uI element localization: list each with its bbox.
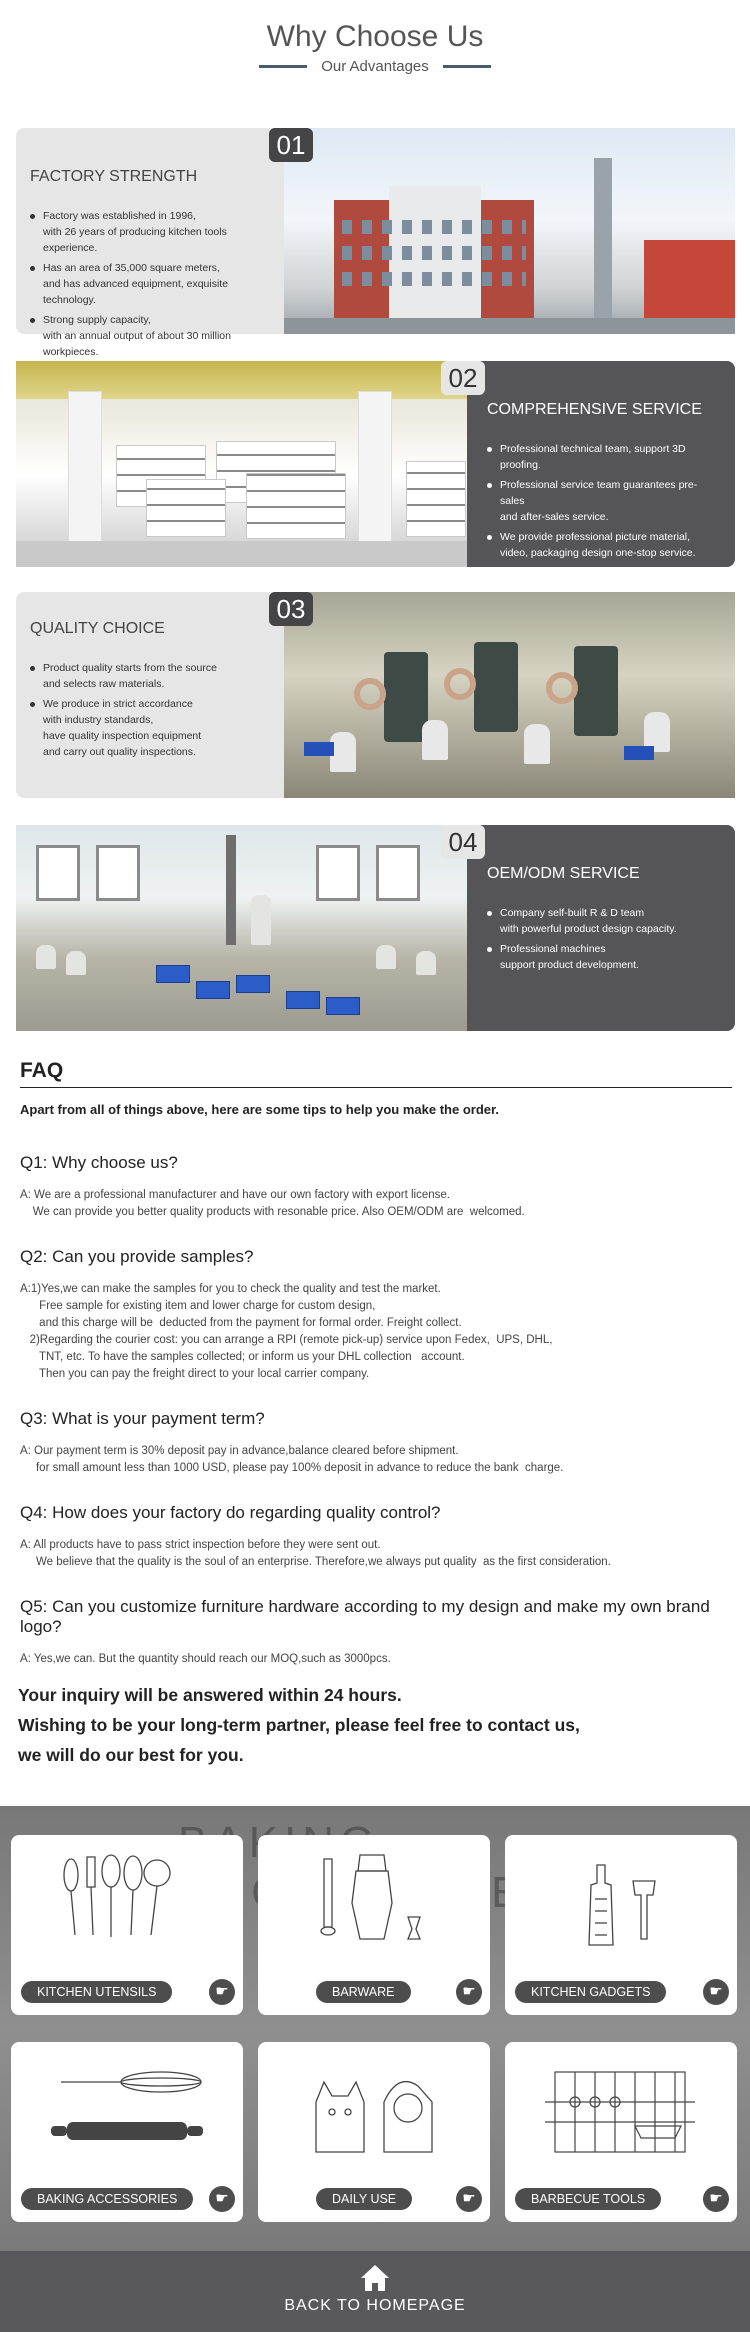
- press-machine: [474, 642, 518, 732]
- display-shelf: [146, 479, 226, 537]
- advantage-number: 02: [441, 361, 485, 395]
- window-row: [342, 220, 526, 234]
- worker: [416, 951, 436, 975]
- category-label: BARBECUE TOOLS: [515, 2188, 661, 2210]
- back-to-homepage-button[interactable]: [0, 2251, 750, 2332]
- workshop-window: [96, 845, 140, 901]
- list-item: Factory was established in 1996, with 26 years of producing kitchen tools experience.: [30, 208, 270, 256]
- category-kitchen-gadgets[interactable]: [505, 1835, 737, 2015]
- home-icon: [359, 2263, 391, 2293]
- blue-crate: [624, 746, 654, 760]
- category-kitchen-utensils[interactable]: [11, 1835, 243, 2015]
- divider: [259, 65, 307, 68]
- category-label: BARWARE: [316, 1981, 411, 2003]
- advantage-list: [487, 441, 721, 561]
- advantage-card-comprehensive-service: [16, 361, 735, 567]
- faq-title: FAQ: [20, 1059, 732, 1088]
- cocktail-shaker-icon: [258, 1835, 490, 1965]
- flywheel: [444, 668, 476, 700]
- list-item: We produce in strict accordance with industry standards, have quality inspection equipment and carry out quality inspections.: [30, 696, 270, 760]
- category-label: KITCHEN UTENSILS: [21, 1981, 172, 2003]
- why-choose-us-header: [0, 0, 750, 80]
- worker: [376, 945, 396, 969]
- flywheel: [546, 672, 578, 704]
- utensils-icon: [11, 1835, 243, 1965]
- blue-crate: [236, 975, 270, 993]
- hand-pointer-icon[interactable]: ☛: [456, 1979, 482, 2005]
- faq-question: Q2: Can you provide samples?: [20, 1247, 254, 1266]
- faq-section: [20, 1059, 732, 1668]
- faq-answer: A: All products have to pass strict inspection before they were sent out. We believe that the quality is the soul of an enterprise. Therefore,we always put quality as the first consideration.: [20, 1539, 611, 1568]
- worker: [36, 945, 56, 969]
- faq-intro: Apart from all of things above, here are some tips to help you make the order.: [20, 1102, 499, 1117]
- advantage-text: [467, 361, 735, 567]
- blue-crate: [286, 991, 320, 1009]
- press-machine: [574, 646, 618, 736]
- list-item: Product quality starts from the source and selects raw materials.: [30, 660, 270, 692]
- page-title: Why Choose Us: [266, 20, 484, 53]
- advantage-text: [16, 592, 284, 798]
- machines-photo: [284, 592, 735, 798]
- advantage-text: [467, 825, 735, 1031]
- advantage-card-quality-choice: [16, 592, 735, 798]
- subtitle-row: [0, 58, 750, 75]
- faq-question: Q1: Why choose us?: [20, 1153, 178, 1172]
- bbq-grill-icon: [505, 2042, 737, 2172]
- blue-crate: [304, 742, 334, 756]
- faq-question: Q4: How does your factory do regarding quality control?: [20, 1503, 441, 1522]
- category-barbecue-tools[interactable]: [505, 2042, 737, 2222]
- category-label: KITCHEN GADGETS: [515, 1981, 666, 2003]
- hand-pointer-icon[interactable]: ☛: [209, 1979, 235, 2005]
- standing-worker: [251, 895, 271, 945]
- workshop-window: [36, 845, 80, 901]
- advantage-number: 03: [269, 592, 313, 626]
- hand-pointer-icon[interactable]: ☛: [456, 2186, 482, 2212]
- advantage-card-factory-strength: [16, 128, 735, 358]
- list-item: Professional machines support product development.: [487, 941, 721, 973]
- blue-crate: [326, 997, 360, 1015]
- advantage-heading: COMPREHENSIVE SERVICE: [487, 401, 702, 418]
- list-item: Professional service team guarantees pre-sales and after-sales service.: [487, 477, 721, 525]
- window-row: [342, 246, 526, 260]
- workshop-window: [376, 845, 420, 901]
- faq-answer: A: We are a professional manufacturer and have our own factory with export license. We can provide you better quality products with resonable price. Also OEM/ODM are welcomed.: [20, 1189, 525, 1218]
- closing-message: Your inquiry will be answered within 24 hours. Wishing to be your long-term partner, please feel free to contact us, we will do our best for you.: [18, 1685, 580, 1765]
- showroom-floor: [16, 541, 467, 567]
- faq-answer: A: Our payment term is 30% deposit pay in advance,balance cleared before shipment. for small amount less than 1000 USD, please pay 100% deposit in advance to reduce the bank charge.: [20, 1445, 564, 1474]
- side-building: [644, 240, 735, 320]
- back-to-homepage-label: BACK TO HOMEPAGE: [284, 2297, 466, 2314]
- list-item: Professional technical team, support 3D proofing.: [487, 441, 721, 473]
- flywheel: [354, 678, 386, 710]
- worker: [422, 720, 448, 760]
- ground: [284, 318, 735, 334]
- faq-answer: A:1)Yes,we can make the samples for you to check the quality and test the market. Free sample for existing item and lower charge for custom design, and this charge will be deducted from the payment for formal order. Freight collect. 2)Regarding the courier cost: you can arrange a RPI (remote pick-up) service upon Fedex, UPS, DHL, TNT, etc. To have the samples collected; or inform us your DHL collection account. Then you can pay the freight direct to your local carrier company.: [20, 1283, 553, 1380]
- category-label: DAILY USE: [316, 2188, 412, 2210]
- hand-pointer-icon[interactable]: ☛: [703, 1979, 729, 2005]
- workshop-window: [316, 845, 360, 901]
- category-daily-use[interactable]: [258, 2042, 490, 2222]
- blue-crate: [196, 981, 230, 999]
- advantage-list: [487, 905, 721, 973]
- display-shelf: [246, 473, 346, 539]
- advantage-number: 04: [441, 825, 485, 859]
- hand-pointer-icon[interactable]: ☛: [703, 2186, 729, 2212]
- advantage-heading: FACTORY STRENGTH: [30, 168, 198, 185]
- worker: [524, 724, 550, 764]
- category-label: BAKING ACCESSORIES: [21, 2188, 193, 2210]
- workshop-photo: [16, 825, 467, 1031]
- window-row: [342, 272, 526, 286]
- worker: [66, 951, 86, 975]
- advantage-text: [16, 128, 284, 358]
- advantage-list: [30, 660, 270, 760]
- faq-question: Q3: What is your payment term?: [20, 1409, 265, 1428]
- workshop-pillar: [226, 835, 236, 945]
- category-section: [0, 1806, 750, 2251]
- blue-crate: [156, 965, 190, 983]
- faq-question: Q5: Can you customize furniture hardware according to my design and make my own brand logo?: [20, 1597, 710, 1636]
- divider: [443, 65, 491, 68]
- faq-answer: A: Yes,we can. But the quantity should reach our MOQ,such as 3000pcs.: [20, 1653, 391, 1665]
- list-item: Company self-built R & D team with powerful product design capacity.: [487, 905, 721, 937]
- hand-pointer-icon[interactable]: ☛: [209, 2186, 235, 2212]
- advantage-heading: OEM/ODM SERVICE: [487, 865, 640, 882]
- advantage-number: 01: [269, 128, 313, 162]
- display-shelf: [406, 461, 466, 537]
- list-item: Has an area of 35,000 square meters, and has advanced equipment, exquisite technology.: [30, 260, 270, 308]
- list-item: Strong supply capacity, with an annual output of about 30 million workpieces.: [30, 312, 270, 360]
- category-barware[interactable]: [258, 1835, 490, 2015]
- showroom-photo: [16, 361, 467, 567]
- page-subtitle: Our Advantages: [321, 58, 429, 75]
- factory-photo: [284, 128, 735, 334]
- grater-peeler-icon: [505, 1835, 737, 1965]
- power-tower: [594, 158, 612, 318]
- whisk-rolling-pin-icon: [11, 2042, 243, 2172]
- cat-bookends-icon: [258, 2042, 490, 2172]
- advantage-list: [30, 208, 270, 360]
- list-item: We provide professional picture material, video, packaging design one-stop service.: [487, 529, 721, 561]
- advantage-card-oem-odm-service: [16, 825, 735, 1031]
- category-baking-accessories[interactable]: [11, 2042, 243, 2222]
- advantage-heading: QUALITY CHOICE: [30, 620, 165, 637]
